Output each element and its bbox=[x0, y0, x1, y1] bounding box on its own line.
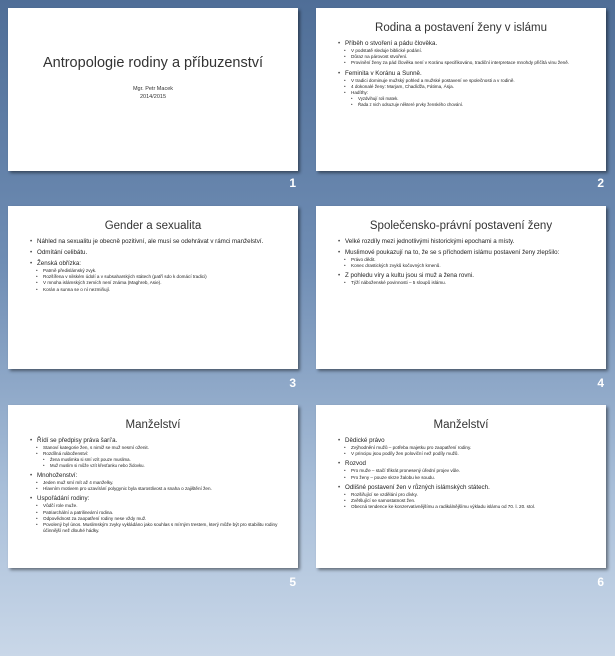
bullet-item: • Dědické právo bbox=[338, 437, 590, 445]
bullet-item: • Feminita v Koránu a Sunně. bbox=[338, 70, 590, 78]
bullet-item: • Ženská obřízka: bbox=[30, 260, 282, 268]
slide-number: 3 bbox=[289, 376, 296, 390]
bullet-list bbox=[316, 437, 606, 510]
bullet-item: • Důraz na párovost stvoření. bbox=[338, 54, 590, 60]
bullet-item: • Muž muslim si může vzít křesťanku nebo židovku. bbox=[30, 463, 282, 469]
slide-title: Antropologie rodiny a příbuzenství bbox=[42, 55, 264, 71]
bullet-list bbox=[316, 40, 606, 108]
bullet-item: • Obecná tendence ke konzervativnějšímu a radikálnějšímu výkladu islámu od 70. l. 20. stol. bbox=[338, 504, 590, 510]
bullet-item: • Jeden muž smí mít až 4 manželky. bbox=[30, 480, 282, 486]
bullet-item: • Provinění ženy za pád člověka není v Koránu specifikováno, tradiční interpretace mnohdy přičítá vinu ženě. bbox=[338, 60, 590, 66]
bullet-item: • Žena muslimka si smí vzít pouze muslima. bbox=[30, 457, 282, 463]
bullet-item: • Patriarchální a patrilineární rodina. bbox=[30, 510, 282, 516]
bullet-item: • Rozšiřující se vzdělání pro dívky. bbox=[338, 492, 590, 498]
bullet-item: • Řídí se předpisy práva šarí'a. bbox=[30, 437, 282, 445]
bullet-item: • Zvýhodnění mužů – potřeba majetku pro zaopatření rodiny. bbox=[338, 445, 590, 451]
bullet-item: • Odmítání celibátu. bbox=[30, 249, 282, 257]
bullet-item: • V principu jsou podíly žen poloviční než podíly mužů. bbox=[338, 451, 590, 457]
bullet-item: • Povolený byl únos. Muslimským zvyky vykládáno jako souhlas s mírným trestem, který může být pro stabilitu rodiny účinnější než dlouhé hádky. bbox=[30, 522, 282, 534]
slide-thumbnail-2[interactable] bbox=[316, 8, 606, 171]
bullet-item: • V mnoha islámských zemích není známa (Maghreb, Asie). bbox=[30, 280, 282, 286]
slide-title: Společensko-právní postavení ženy bbox=[369, 220, 553, 232]
bullet-item: • 4 dokonalé ženy: Marjam, Chadídža, Fátima, Ásja. bbox=[338, 84, 590, 90]
bullet-item: • Odpovědnost za zaopatření rodiny nese vždy muž. bbox=[30, 516, 282, 522]
slide-title: Gender a sexualita bbox=[104, 220, 202, 232]
bullet-item: • Korán a sunna se o ní nezmiňují. bbox=[30, 287, 282, 293]
bullet-item: • Velké rozdíly mezi jednotlivými historickými epochami a místy. bbox=[338, 238, 590, 246]
bullet-item: • Uspořádání rodiny: bbox=[30, 495, 282, 503]
slide-thumbnail-5[interactable] bbox=[8, 405, 298, 568]
slide-year: 2014/2015 bbox=[140, 94, 166, 100]
slide-title: Rodina a postavení ženy v islámu bbox=[375, 22, 547, 34]
bullet-item: • Vůdčí role muže. bbox=[30, 503, 282, 509]
bullet-item: • Patrně předislámský zvyk. bbox=[30, 268, 282, 274]
slide-number: 1 bbox=[289, 176, 296, 190]
bullet-item: • Pro ženy – pouze skrze žalobu ke soudu. bbox=[338, 475, 590, 481]
slide-thumbnail-4[interactable] bbox=[316, 206, 606, 369]
slide-thumbnail-6[interactable] bbox=[316, 405, 606, 568]
bullet-item: • Z pohledu víry a kultu jsou si muž a žena rovni. bbox=[338, 272, 590, 280]
slide-thumbnail-1[interactable] bbox=[8, 8, 298, 171]
bullet-item: • Rozšířena v nilském údolí a v subsaharských státech (patří sdo k domácí tradici) bbox=[30, 274, 282, 280]
bullet-list bbox=[8, 437, 298, 534]
bullet-list bbox=[8, 238, 298, 293]
bullet-item: • Rozvod bbox=[338, 460, 590, 468]
bullet-item: • Hlavním motivem pro uzavírání polygynic byla starostlivost a snaha o zajištění žen. bbox=[30, 486, 282, 492]
bullet-item: • Právo dědit. bbox=[338, 257, 590, 263]
bullet-item: • Stanoví kategorie žen, s nimiž se muž nesmí oženit. bbox=[30, 445, 282, 451]
bullet-item: • Rozdílná náboženství: bbox=[30, 451, 282, 457]
bullet-item: • Hadíthy: bbox=[338, 90, 590, 96]
slide-title: Manželství bbox=[433, 419, 489, 431]
slide-number: 4 bbox=[597, 376, 604, 390]
bullet-item: • Odlišné postavení žen v různých islámských státech. bbox=[338, 484, 590, 492]
bullet-item: • Pro muže – stačí třikrát pronesený úřední projev vůle. bbox=[338, 468, 590, 474]
bullet-item: • Mnohoženství: bbox=[30, 472, 282, 480]
bullet-item: • Týží náboženské povinnosti – 5 sloupů islámu. bbox=[338, 280, 590, 286]
bullet-item: • V tradici dominuje mužský pohled a mužské postavení ve společnosti a v rodině. bbox=[338, 78, 590, 84]
slide-title: Manželství bbox=[125, 419, 181, 431]
slide-number: 5 bbox=[289, 575, 296, 589]
bullet-item: • Zvětšující se samostatnost žen. bbox=[338, 498, 590, 504]
slide-thumbnail-3[interactable] bbox=[8, 206, 298, 369]
slide-number: 2 bbox=[597, 176, 604, 190]
bullet-item: • V podstatě sleduje biblické podání. bbox=[338, 48, 590, 54]
bullet-item: • Příběh o stvoření a pádu člověka. bbox=[338, 40, 590, 48]
bullet-item: • Řada z nich odsuzuje některé prvky ženského chování. bbox=[338, 102, 590, 108]
bullet-item: • Muslimové poukazují na to, že se s příchodem islámu postavení ženy zlepšilo: bbox=[338, 249, 590, 257]
bullet-item: • Vyzdvihují roli matek. bbox=[338, 96, 590, 102]
slide-author: Mgr. Petr Macek bbox=[132, 86, 174, 92]
bullet-item: • Konec drastických zvyků kočovných kmenů. bbox=[338, 263, 590, 269]
bullet-list bbox=[316, 238, 606, 287]
bullet-item: • Náhled na sexualitu je obecně pozitivní, ale musí se odehrávat v rámci manželství. bbox=[30, 238, 282, 246]
slide-number: 6 bbox=[597, 575, 604, 589]
